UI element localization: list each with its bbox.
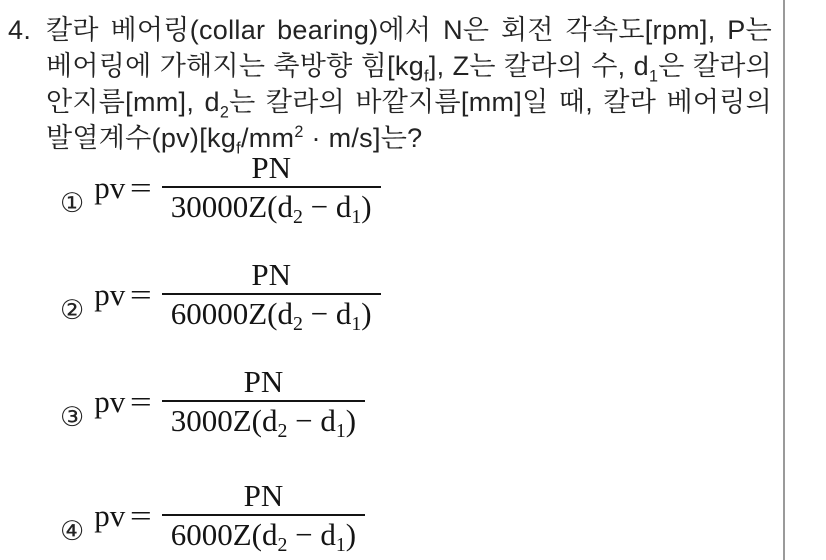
question-text: 칼라 베어링(collar bearing)에서 N은 회전 각속도[rpm], P는 베어링에 가해지는 축방향 힘$[kg_f]$, Z는 칼라의 수, $d_1$은 칼라의 안지름[mm], $d_2$는 칼라의 바깥지름[mm]일 때, 칼라 베어링의 발열계수$(pv)[kg_f/mm^2 \cdot m/s]$는?: [46, 15, 772, 158]
circled-number-3: ③: [60, 402, 85, 432]
fraction-numerator: PN: [251, 150, 291, 185]
answer-option-3: [60, 364, 365, 442]
fraction: [162, 364, 365, 442]
equals-sign: =: [130, 497, 152, 533]
column-divider: [783, 0, 785, 560]
fraction-numerator: PN: [243, 478, 284, 513]
answer-option-4: [60, 478, 365, 556]
formula-lhs: pv: [94, 276, 126, 312]
formula-lhs: pv: [94, 497, 126, 533]
fraction: [162, 478, 365, 556]
circled-number-2: ②: [60, 295, 85, 325]
fraction-numerator: PN: [243, 364, 284, 399]
fraction-denominator: $3000Z(d_2 - d_1)$: [162, 400, 365, 439]
fraction-denominator: $30000Z(d_2 - d_1)$: [162, 186, 381, 225]
question-number: 4.: [8, 15, 32, 45]
answer-option-1: [60, 150, 381, 228]
fraction-denominator: $6000Z(d_2 - d_1)$: [162, 514, 365, 553]
equals-sign: =: [130, 276, 152, 312]
formula-lhs: pv: [94, 169, 126, 205]
fraction: [162, 150, 381, 228]
fraction-denominator: $60000Z(d_2 - d_1)$: [162, 293, 381, 332]
formula-lhs: pv: [94, 383, 126, 419]
circled-number-4: ④: [60, 516, 85, 546]
fraction: [162, 257, 381, 335]
fraction-numerator: PN: [251, 257, 291, 292]
equals-sign: =: [130, 169, 152, 205]
equals-sign: =: [130, 383, 152, 419]
circled-number-1: ①: [60, 188, 85, 218]
answer-option-2: [60, 257, 381, 335]
question-block: [8, 12, 772, 156]
